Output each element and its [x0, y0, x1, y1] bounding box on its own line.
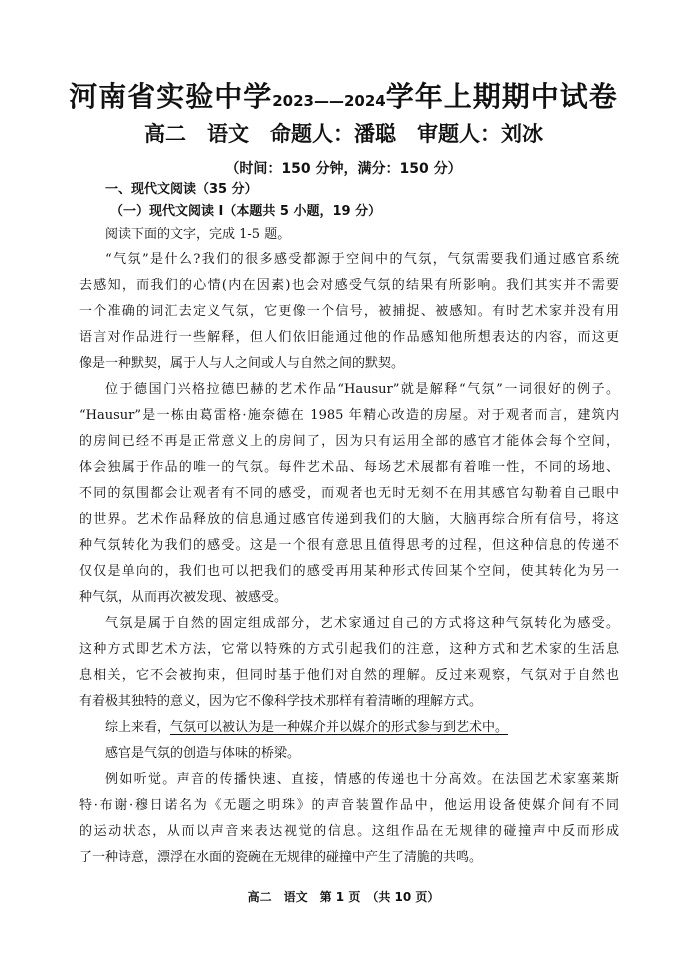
passage-line: 的运动状态，从而以声音来表达视觉的信息。这组作品在无规律的碰撞声中反而形成 — [79, 824, 619, 839]
passage-line: 体会独属于作品的唯一的气氛。每件艺术品、每场艺术展都有着唯一性，不同的场地、 — [79, 460, 619, 475]
passage-line: 息相关，它不会被拘束，但同时基于他们对自然的理解。反过来观察，气氛对于自然也 — [79, 668, 619, 683]
passage-line: 了一种诗意，漂浮在水面的瓷碗在无规律的碰撞中产生了清脆的共鸣。 — [79, 850, 483, 865]
title-years: 2023——2024 — [272, 92, 386, 110]
passage-line: 种气氛，从而再次被发现、被感受。 — [79, 590, 288, 605]
passage-line: 特·布谢·穆日诺名为《无题之明珠》的声音装置作品中，他运用设备使媒介间有不同 — [79, 798, 619, 813]
passage-line: 去感知，而我们的心情(内在因素)也会对感受气氛的结果有所影响。我们其实并不需要 — [79, 278, 619, 293]
passage-line: 种气氛转化为我们的感受。这是一个很有意思且值得思考的过程，但这种信息的传递不 — [79, 538, 619, 553]
section-heading: 一、现代文阅读（35 分） — [105, 182, 258, 197]
passage-line: 气氛是属于自然的固定组成部分，艺术家通过自己的方式将这种气氛转化为感受。 — [105, 616, 619, 631]
passage-line: 例如听觉。声音的传播快速、直接，情感的传递也十分高效。在法国艺术家塞莱斯 — [105, 772, 619, 787]
passage-line: 一个准确的词汇去定义气氛，它更像一个信号，被捕捉、被感知。有时艺术家并没有用 — [79, 304, 619, 319]
passage-line-underlined — [105, 718, 619, 738]
exam-title — [0, 78, 687, 120]
page-footer: 高二 语文 第 1 页 （共 10 页） — [247, 890, 440, 904]
passage-line: 感官是气氛的创造与体味的桥梁。 — [105, 746, 301, 761]
passage-line: 像是一种默契，属于人与人之间或人与自然之间的默契。 — [79, 356, 405, 371]
subsection-heading: （一）现代文阅读 I（本题共 5 小题，19 分） — [110, 204, 382, 219]
passage-line: 这种方式即艺术方法，它常以特殊的方式引起我们的注意，这种方式和艺术家的生活息 — [79, 642, 619, 657]
passage-line: 的世界。艺术作品释放的信息通过感官传递到我们的大脑，大脑再综合所有信号，将这 — [79, 512, 619, 527]
title-suffix: 学年上期期中试卷 — [385, 80, 618, 113]
conclusion-lead: 综上来看， — [105, 720, 171, 735]
title-prefix: 河南省实验中学 — [69, 80, 273, 113]
passage-line: 的房间已经不再是正常意义上的房间了，因为只有运用全部的感官才能体会每个空间， — [79, 434, 619, 449]
exam-subtitle: 高二 语文 命题人：潘聪 审题人：刘冰 — [144, 122, 543, 146]
passage-line: 不同的氛围都会让观者有不同的感受，而观者也无时无刻不在用其感官勾勒着自己眼中 — [79, 486, 619, 501]
instruction-text: 阅读下面的文字，完成 1-5 题。 — [105, 227, 291, 242]
passage-line: 有着极其独特的意义，因为它不像科学技术那样有着清晰的理解方式。 — [79, 694, 483, 709]
passage-line: 位于德国门兴格拉德巴赫的艺术作品“Hausur”就是解释“气氛”一词很好的例子。 — [105, 382, 619, 397]
passage-line: “Hausur”是一栋由葛雷格·施奈德在 1985 年精心改造的房屋。对于观者而言，建筑内 — [79, 408, 619, 423]
passage-line: 仅仅是单向的，我们也可以把我们的感受再用某种形式传回某个空间，使其转化为另一 — [79, 564, 619, 579]
time-info: （时间：150 分钟，满分：150 分） — [225, 161, 462, 177]
passage-line: “气氛”是什么?我们的很多感受都源于空间中的气氛，气氛需要我们通过感官系统 — [105, 252, 619, 267]
passage-line: 语言对作品进行一些解释，但人们依旧能通过他的作品感知他所想表达的内容，而这更 — [79, 330, 619, 345]
underlined-sentence: 气氛可以被认为是一种媒介并以媒介的形式参与到艺术中。 — [170, 720, 509, 735]
